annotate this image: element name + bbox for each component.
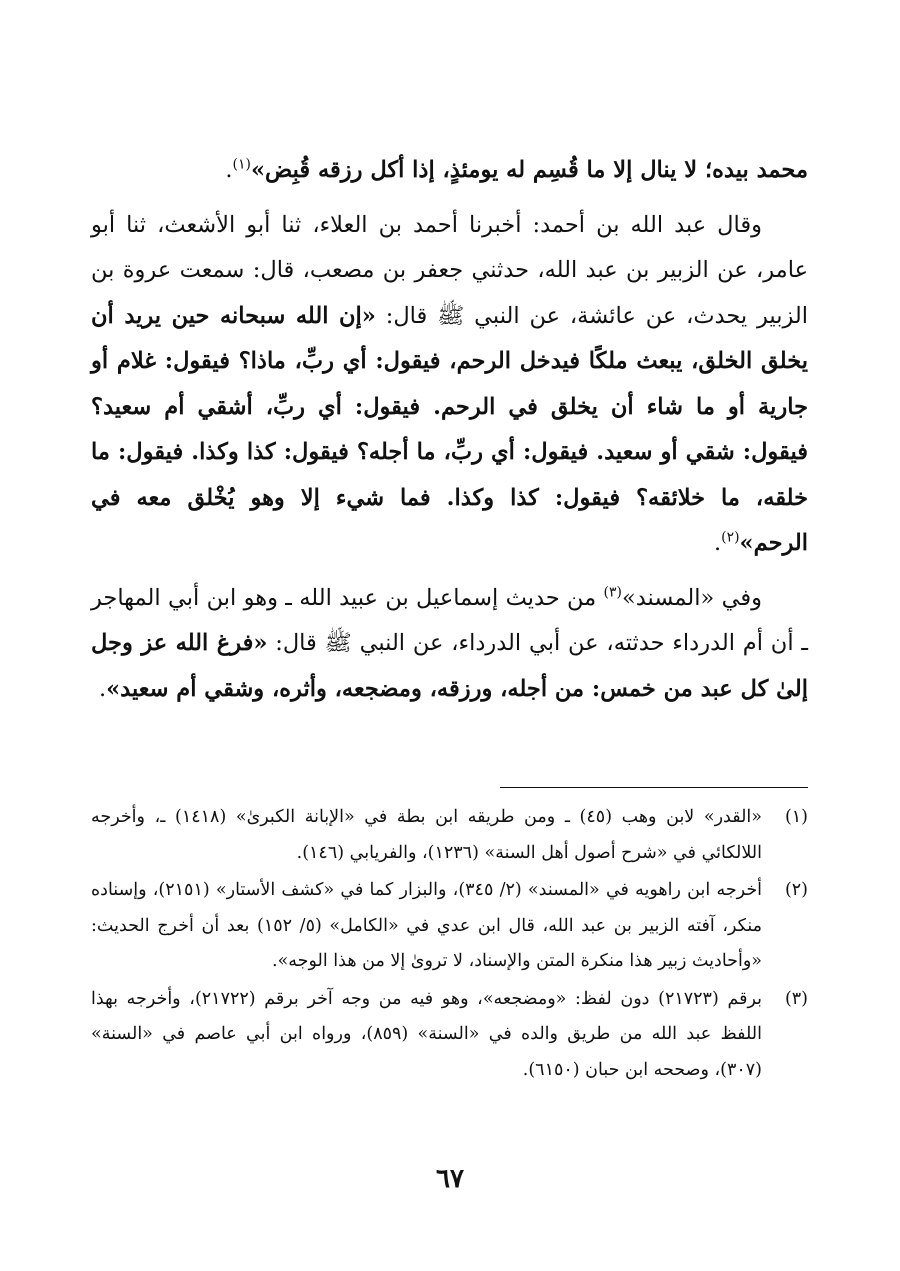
footnote [91, 982, 808, 1089]
footnote [91, 800, 808, 871]
footnote-ref[interactable]: (١) [232, 156, 251, 173]
punctuation: . [713, 530, 722, 556]
hadith-text: «إن الله سبحانه حين يريد أن يخلق الخلق، يبعث ملكًا فيدخل الرحم، فيقول: أي ربِّ، ماذا؟ فيقول: غلام أو جارية أو ما شاء أن يخلق في الرحم. فيقول: أي ربِّ، أشقي أم سعيد؟ فيقول: شقي أو سعيد. فيقول: أي ربِّ، ما أجله؟ فيقول: كذا وكذا. فيقول: ما خلقه، ما خلائقه؟ فيقول: كذا وكذا. فما شيء إلا وهو يُخْلق معه في الرحم» [91, 302, 808, 556]
paragraph-3 [91, 576, 808, 713]
footnote-text: برقم (٢١٧٢٣) دون لفظ: «ومضجعه»، وهو فيه من وجه آخر برقم (٢١٧٢٢)، وأخرجه بهذا اللفظ عبد الله من طريق والده في «السنة» (٨٥٩)، ورواه ابن أبي عاصم في «السنة» (٣٠٧)، وصححه ابن حبان (٦١٥٠). [91, 988, 762, 1080]
narration-chain: من حديث إسماعيل بن عبيد الله ـ وهو ابن أبي المهاجر ـ أن أم الدرداء حدثته، عن أبي الدرداء، عن النبي ﷺ قال: [91, 584, 808, 656]
footnote-divider [500, 787, 808, 788]
paragraph-2 [91, 203, 808, 567]
page-number: ٦٧ [436, 1164, 464, 1194]
footnote-number: (٣) [784, 988, 808, 1009]
footnote-number: (١) [784, 807, 808, 827]
punctuation: . [225, 157, 233, 183]
footnote-text: أخرجه ابن راهويه في «المسند» (٢/ ٣٤٥)، والبزار كما في «كشف الأستار» (٢١٥١)، وإسناده منكر، آفته الزبير بن عبد الله، قال ابن عدي في «الكامل» (٥/ ١٥٢) بعد أن أخرج الحديث: «وأحاديث زبير هذا منكرة المتن والإسناد، لا تروىٰ إلا من هذا الوجه». [91, 880, 762, 971]
footnote-ref[interactable]: (٣) [603, 584, 622, 600]
footnote [91, 873, 808, 980]
main-text [91, 148, 808, 721]
footnote-ref[interactable]: (٢) [721, 529, 740, 546]
narration-chain: وقال عبد الله بن أحمد: أخبرنا أحمد بن العلاء، ثنا أبو الأشعث، ثنا أبو عامر، عن الزبير بن عبد الله، حدثني جعفر بن مصعب، قال: سمعت عروة بن الزبير يحدث، عن عائشة، عن النبي ﷺ قال: [91, 211, 808, 329]
footnote-text: «القدر» لابن وهب (٤٥) ـ ومن طريقه ابن بطة في «الإبانة الكبرىٰ» (١٤١٨) ـ، وأخرجه اللالكائي في «شرح أصول أهل السنة» (١٢٣٦)، والفريابي (١٤٦). [91, 807, 762, 863]
hadith-text: محمد بيده؛ لا ينال إلا ما قُسِم له يومئذٍ، إذا أكل رزقه قُبِض» [250, 157, 808, 183]
source-citation: وفي «المسند» [621, 584, 762, 611]
punctuation: . [98, 675, 107, 702]
paragraph-1 [91, 148, 808, 194]
footnote-number: (٢) [784, 880, 808, 900]
hadith-text: «فرغ الله عز وجل إلىٰ كل عبد من خمس: من أجله، ورزقه، ومضجعه، وأثره، وشقي أم سعيد» [91, 630, 808, 702]
footnotes [91, 800, 808, 1090]
